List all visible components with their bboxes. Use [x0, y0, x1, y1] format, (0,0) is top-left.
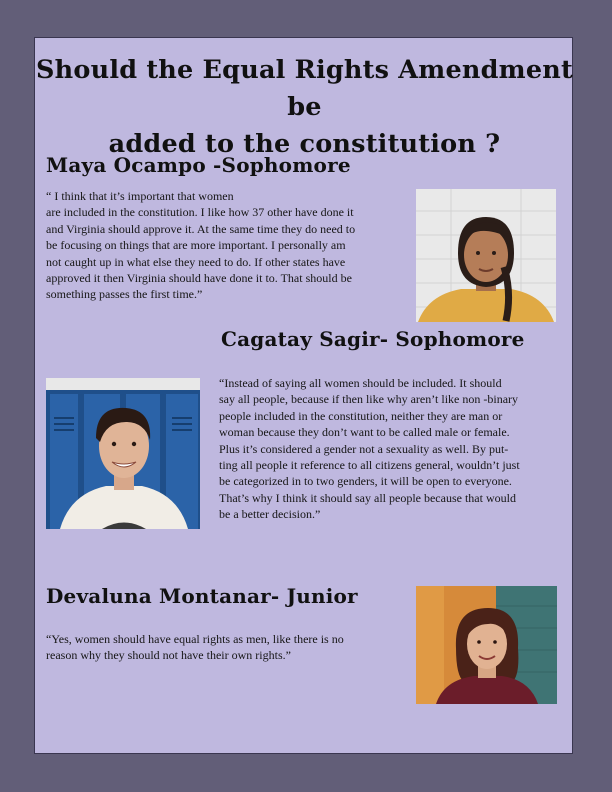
page-panel [34, 37, 573, 754]
quote-devaluna: “Yes, women should have equal rights as men, like there is no reason why they should not have their own rights.” [46, 632, 344, 663]
photo-devaluna [416, 586, 557, 704]
photo-maya [416, 189, 556, 322]
headline [35, 52, 574, 163]
interviewee-name-maya: Maya Ocampo -Sophomore [46, 153, 351, 177]
quote-maya: “ I think that it’s important that women are included in the constitution. I like how 37 other have done it and Virginia should approve it. At the same time they do need to be focusing on things that are more important. I personally am not caught up in what else they need to do. If other states have approved it then Virginia should have done it to. That should be something passes the first time.” [46, 189, 356, 302]
interviewee-name-devaluna: Devaluna Montanar- Junior [46, 584, 358, 608]
photo-cagatay [46, 378, 200, 529]
quote-cagatay: “Instead of saying all women should be included. It should say all people, because if then like why aren’t like non -binary people included in the constitution, neither they are man or woman because they don’t want to be called male or female. Plus it’s considered a gender not a sexuality as well. By put- ting all people it reference to all citizens general, wouldn’t just be categorized in to two genders, it will be open to everyone. That’s why I think it should say all people because that would be a better decision.” [219, 376, 520, 522]
headline-line-2: added to the constitution ? [108, 129, 501, 159]
headline-line-1: Should the Equal Rights Amendment be [36, 55, 573, 122]
interviewee-name-cagatay: Cagatay Sagir- Sophomore [221, 327, 525, 351]
